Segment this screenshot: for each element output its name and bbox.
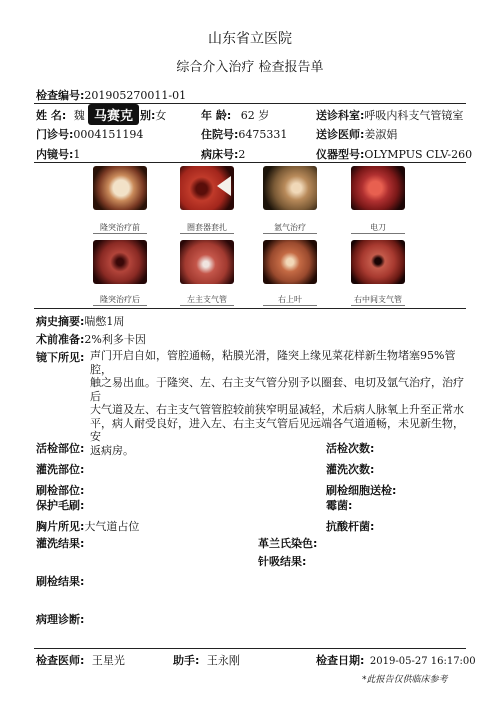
lavage-count-label: 灌洗次数:	[326, 463, 375, 476]
outpatient-number: 0004151194	[73, 128, 144, 141]
name-label: 姓 名:	[36, 109, 67, 122]
endoscopy-image	[180, 240, 234, 284]
needle-result-label: 针吸结果:	[258, 555, 307, 568]
endoscopy-image	[93, 240, 147, 284]
examiner-label: 检查医师:	[36, 654, 85, 667]
exam-number-row	[36, 87, 186, 103]
caption-underline	[180, 305, 234, 306]
image-caption: 隆突治疗前	[100, 223, 140, 232]
age: 62 岁	[240, 109, 270, 122]
chest-label: 胸片所见:	[36, 520, 85, 533]
caption-underline	[93, 305, 147, 306]
device: OLYMPUS CLV-260	[364, 148, 473, 161]
caption-underline	[351, 233, 405, 234]
premed-field	[36, 331, 146, 347]
brush-result-label: 刷检结果:	[36, 575, 85, 588]
gender-fragment: 别:	[140, 109, 156, 122]
scope-field	[36, 146, 80, 162]
brush-send-label: 刷检细胞送检:	[326, 484, 397, 497]
doctor: 姜淑娟	[364, 128, 398, 141]
exam-number: 201905270011-01	[84, 89, 187, 102]
exam-date-field	[316, 652, 476, 668]
chest-value: 大气道占位	[84, 520, 140, 533]
seen-line: 大气道及左、右主支气管管腔较前狭窄明显减轻，术后病人脉氧上升至正常水	[90, 403, 464, 416]
inpatient-label: 住院号:	[201, 128, 239, 141]
age-label: 年 龄:	[201, 109, 232, 122]
protect-brush-label: 保护毛刷:	[36, 499, 85, 512]
endoscopy-image	[351, 166, 405, 210]
name-fragment: 魏	[73, 109, 85, 122]
biopsy-site-label: 活检部位:	[36, 442, 85, 455]
doctor-field	[316, 126, 397, 142]
dept: 呼吸内科支气管镜室	[364, 109, 464, 122]
bed-number: 2	[238, 148, 246, 161]
endoscopy-image	[180, 166, 234, 210]
seen-line: 平，病人耐受良好，进入左、右主支气管后见远端各气道通畅，未见新生物，安	[90, 416, 464, 443]
premed-label: 术前准备:	[36, 333, 85, 346]
history: 喘憋1周	[84, 315, 125, 328]
image-caption: 右中间支气管	[354, 295, 402, 304]
inpatient-number: 6475331	[238, 128, 288, 141]
image-caption: 隆突治疗后	[100, 295, 140, 304]
assistant: 王永刚	[206, 654, 240, 667]
lavage-site-label: 灌洗部位:	[36, 463, 85, 476]
biopsy-count-label: 活检次数:	[326, 442, 375, 455]
image-caption: 圈套器套扎	[187, 223, 227, 232]
divider	[34, 648, 466, 649]
image-caption: 右上叶	[278, 295, 302, 304]
snare-tool-shape	[217, 176, 231, 196]
divider	[34, 308, 466, 309]
gram-stain-label: 革兰氏染色:	[258, 537, 318, 550]
device-label: 仪器型号:	[316, 148, 365, 161]
scope-label: 内镜号:	[36, 148, 74, 161]
seen-text	[90, 349, 468, 457]
image-caption: 电刀	[370, 223, 386, 232]
report-title: 综合介入治疗 检查报告单	[176, 60, 324, 75]
exam-date-label: 检查日期:	[316, 654, 365, 667]
inpatient-field	[201, 126, 287, 142]
disclaimer-note: *此报告仅供临床参考	[362, 675, 448, 685]
lavage-result-label: 灌洗结果:	[36, 537, 85, 550]
image-caption: 左主支气管	[187, 295, 227, 304]
endoscopy-image	[351, 240, 405, 284]
caption-underline	[263, 233, 317, 234]
examiner: 王星光	[91, 654, 125, 667]
exam-number-label: 检查编号:	[36, 89, 85, 102]
outpatient-field	[36, 126, 143, 142]
image-caption: 氩气治疗	[274, 223, 306, 232]
caption-underline	[263, 305, 317, 306]
dept-label: 送诊科室:	[316, 109, 365, 122]
premed: 2%利多卡因	[84, 333, 146, 346]
assistant-field	[173, 652, 240, 668]
age-field	[201, 107, 269, 123]
caption-underline	[180, 233, 234, 234]
history-field	[36, 313, 124, 329]
dept-field	[316, 107, 463, 123]
seen-line: 返病房。	[90, 443, 134, 457]
acid-fast-label: 抗酸杆菌:	[326, 520, 375, 533]
endoscopy-image	[263, 166, 317, 210]
exam-date: 2019-05-27 16:17:00	[369, 656, 476, 667]
fungus-label: 霉菌:	[326, 499, 353, 512]
seen-line: 声门开启自如，管腔通畅，粘膜光滑，隆突上缘见菜花样新生物堵塞95%管腔，	[90, 349, 456, 376]
seen-line: 触之易出血。于隆突、左、右主支气管分别予以圈套、电切及氩气治疗，治疗后	[90, 376, 464, 403]
history-label: 病史摘要:	[36, 315, 85, 328]
hospital-name: 山东省立医院	[208, 31, 292, 47]
caption-underline	[93, 233, 147, 234]
assistant-label: 助手:	[173, 654, 200, 667]
divider	[34, 162, 466, 163]
seen-label: 镜下所见:	[36, 351, 85, 364]
endoscopy-image	[93, 166, 147, 210]
bed-label: 病床号:	[201, 148, 239, 161]
patient-name-field	[36, 107, 85, 123]
brush-site-label: 刷检部位:	[36, 484, 85, 497]
endoscopy-image	[263, 240, 317, 284]
caption-underline	[351, 305, 405, 306]
gender-field	[140, 107, 166, 123]
outpatient-label: 门诊号:	[36, 128, 74, 141]
censor-label: 马赛克	[88, 104, 139, 125]
scope-number: 1	[73, 148, 81, 161]
pathology-label: 病理诊断:	[36, 613, 85, 626]
device-field	[316, 146, 472, 162]
chest-field	[36, 518, 139, 534]
examiner-field	[36, 652, 125, 668]
doctor-label: 送诊医师:	[316, 128, 365, 141]
gender: 女	[155, 109, 167, 122]
bed-field	[201, 146, 245, 162]
